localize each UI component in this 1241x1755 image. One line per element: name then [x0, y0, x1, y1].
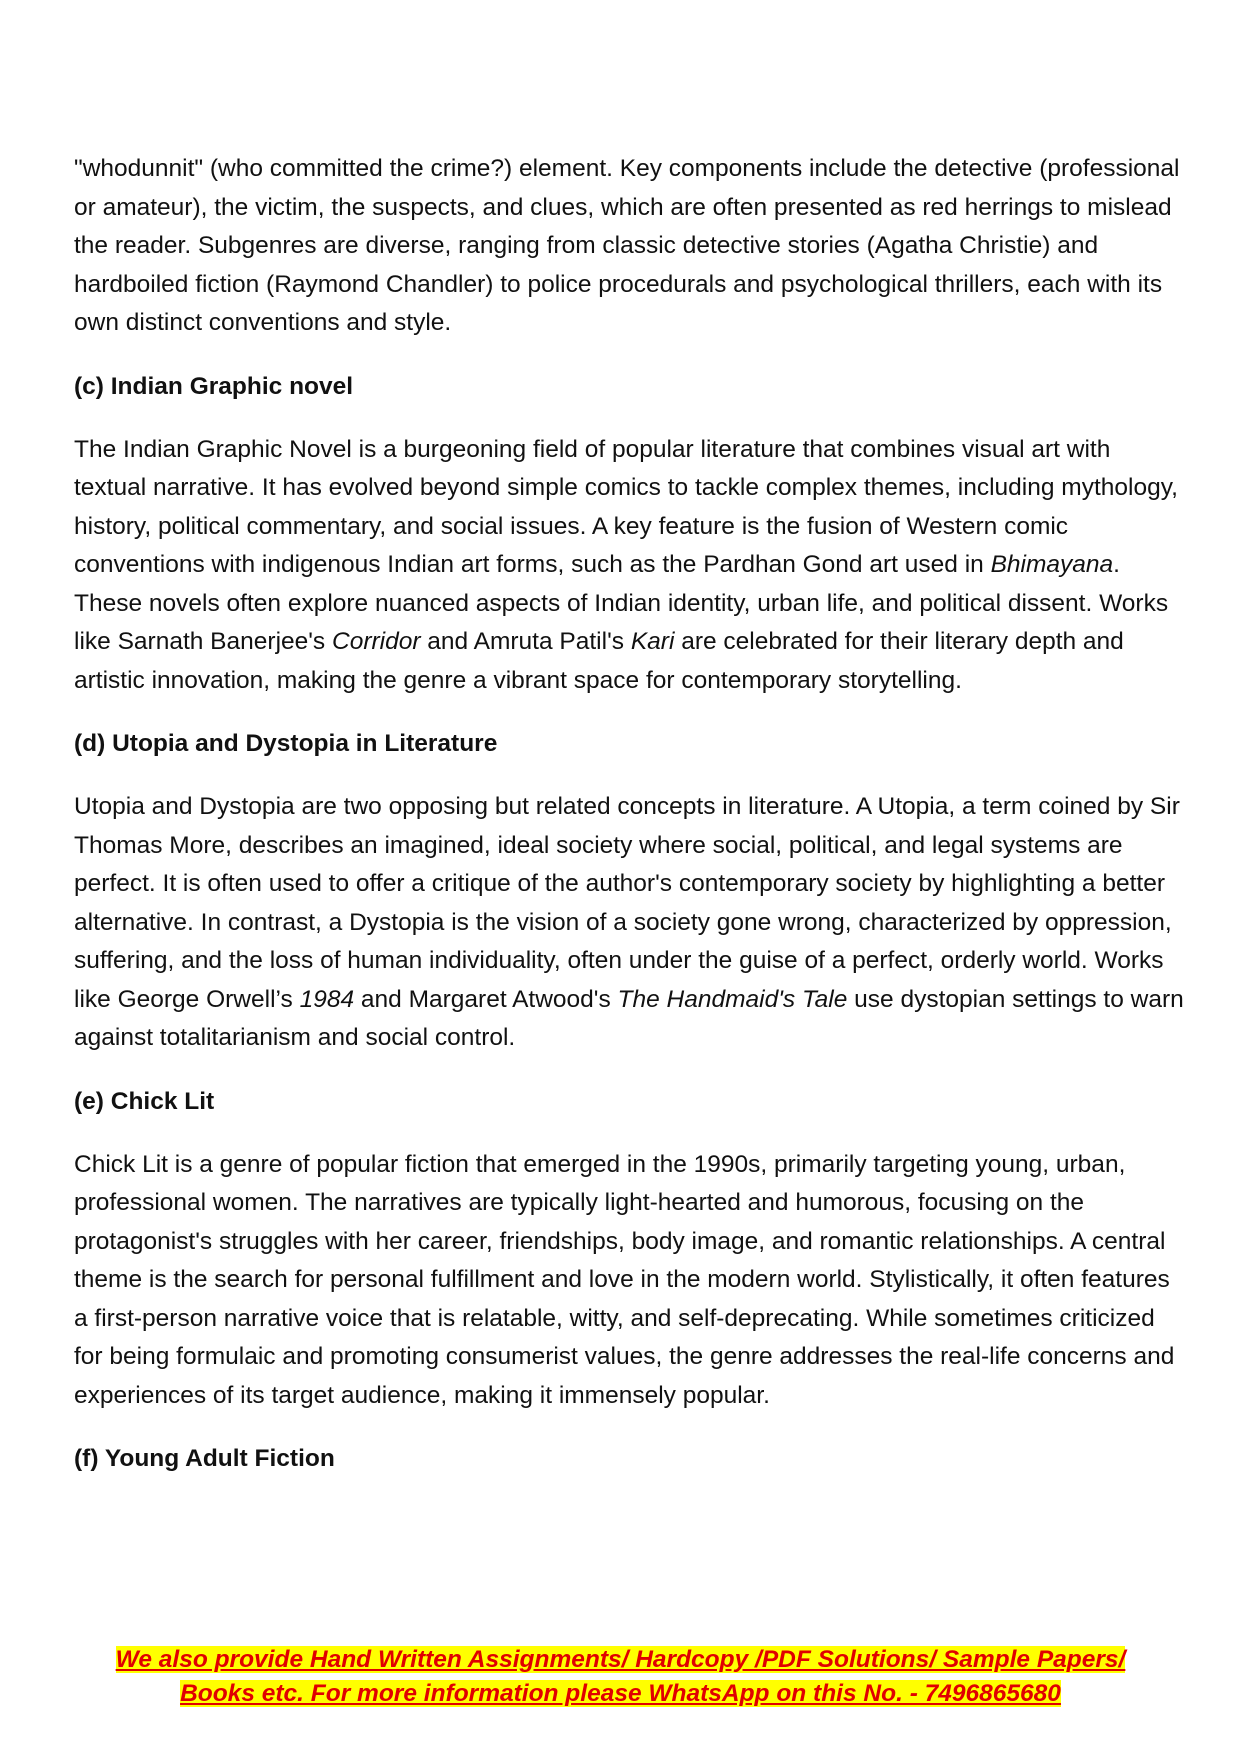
text-run: Utopia and Dystopia are two opposing but related concepts in literature. A Utopia, a term coined by Sir Thomas More, describes an imagined, ideal society where social, political, and legal systems are perfect. It is often used to offer a critique of the author's contemporary society by highlighting a better alternative. In contrast, a Dystopia is the vision of a society gone wrong, characterized by oppression, suffering, and the loss of human individuality, often under the guise of a perfect, orderly world. Works like George Orwell’s — [74, 793, 1180, 1013]
intro-paragraph: "whodunnit" (who committed the crime?) element. Key components include the detective (professional or amateur), the victim, the suspects, and clues, which are often presented as red herrings to mislead the reader. Subgenres are diverse, ranging from classic detective stories (Agatha Christie) and hardboiled fiction (Raymond Chandler) to police procedurals and psychological thrillers, each with its own distinct conventions and style. — [74, 155, 1180, 336]
section-heading: (f) Young Adult Fiction — [74, 1445, 335, 1472]
book-title: Kari — [630, 628, 675, 655]
section-body — [74, 1146, 1184, 1416]
text-run: and Margaret Atwood's — [354, 985, 618, 1013]
book-title: The Handmaid's Tale — [617, 985, 848, 1013]
book-title: Corridor — [332, 628, 421, 655]
text-run: use dystopian settings to warn against totalitarianism and social control. — [74, 985, 1184, 1051]
promo-line-2: Books etc. For more information please WhatsApp on this No. - 7496865680 — [180, 1680, 1061, 1707]
section-chick-lit — [74, 1083, 1184, 1416]
section-young-adult-fiction — [74, 1440, 1184, 1478]
section-heading: (e) Chick Lit — [74, 1087, 215, 1115]
section-indian-graphic-novel — [74, 368, 1184, 701]
text-run: . These novels often explore nuanced aspects of Indian identity, urban life, and political dissent. Works like Sarnath Banerjee's — [74, 551, 1169, 655]
book-title: 1984 — [299, 985, 355, 1013]
promo-line-1: We also provide Hand Written Assignments/ Hardcopy /PDF Solutions/ Sample Papers/ — [115, 1646, 1126, 1673]
section-body — [74, 788, 1184, 1058]
book-title: Bhimayana — [990, 551, 1114, 578]
text-run: The Indian Graphic Novel is a burgeoning field of popular literature that combines visual art with textual narrative. It has evolved beyond simple comics to tackle complex themes, including mythology, history, political commentary, and social issues. A key feature is the fusion of Western comic conventions with indigenous Indian art forms, such as the Pardhan Gond art used in — [74, 435, 1178, 578]
document-page — [74, 150, 1184, 1503]
section-heading: (c) Indian Graphic novel — [74, 372, 354, 400]
section-heading: (d) Utopia and Dystopia in Literature — [74, 730, 498, 757]
promo-footer — [0, 1643, 1241, 1711]
text-run: Chick Lit is a genre of popular fiction that emerged in the 1990s, primarily targeting young, urban, professional women. The narratives are typically light-hearted and humorous, focusing on the protagonist's struggles with her career, friendships, body image, and romantic relationships. A central theme is the search for personal fulfillment and love in the modern world. Stylistically, it often features a first-person narrative voice that is relatable, witty, and self-deprecating. While sometimes criticized for being formulaic and promoting consumerist values, the genre addresses the real-life concerns and experiences of its target audience, making it immensely popular. — [74, 1150, 1175, 1409]
section-utopia-dystopia — [74, 725, 1184, 1058]
text-run: are celebrated for their literary depth and artistic innovation, making the genre a vibrant space for contemporary storytelling. — [74, 628, 1124, 694]
text-run: and Amruta Patil's — [420, 628, 631, 655]
section-body — [74, 431, 1184, 701]
